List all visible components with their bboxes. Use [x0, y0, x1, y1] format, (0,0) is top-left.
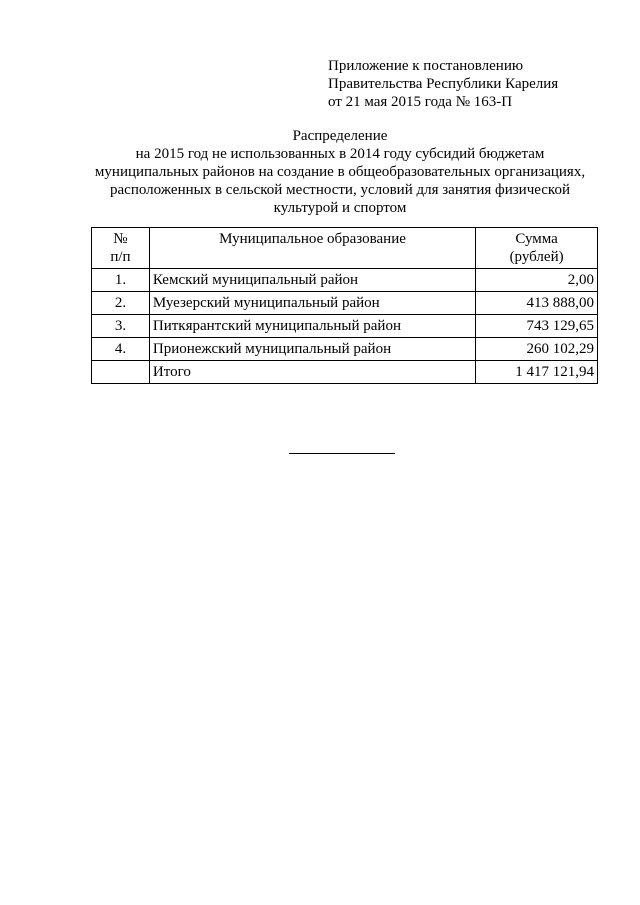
table-row: [92, 338, 598, 361]
table-total-row: [92, 361, 598, 384]
document-subtitle-line: на 2015 год не использованных в 2014 году субсидий бюджетам: [135, 146, 545, 162]
row-name: Муезерский муниципальный район: [149, 292, 475, 315]
row-number: 4.: [92, 338, 150, 361]
document-subtitle-line: культурой и спортом: [273, 200, 407, 216]
appendix-line: Правительства Республики Карелия: [328, 76, 559, 92]
row-sum: 260 102,29: [476, 338, 598, 361]
table-header-row: [92, 228, 598, 269]
header-name: Муниципальное образование: [149, 228, 475, 269]
row-number: 3.: [92, 315, 150, 338]
document-subtitle-line: расположенных в сельской местности, условий для занятия физической: [110, 182, 570, 198]
row-number: 2.: [92, 292, 150, 315]
row-name: Кемский муниципальный район: [149, 269, 475, 292]
header-sum-line: Сумма: [515, 231, 558, 247]
header-number: [92, 228, 150, 269]
row-sum: 2,00: [476, 269, 598, 292]
total-label: Итого: [149, 361, 475, 384]
row-name: Прионежский муниципальный район: [149, 338, 475, 361]
row-name: Питкярантский муниципальный район: [149, 315, 475, 338]
header-number-line: п/п: [110, 249, 131, 265]
document-title: Распределение: [292, 128, 388, 144]
closing-separator-line: [289, 453, 395, 454]
table-row: [92, 315, 598, 338]
header-number-line: №: [113, 231, 128, 247]
total-sum: 1 417 121,94: [476, 361, 598, 384]
row-sum: 743 129,65: [476, 315, 598, 338]
appendix-line: от 21 мая 2015 года № 163-П: [328, 94, 513, 110]
document-heading: [78, 127, 602, 217]
document-subtitle-line: муниципальных районов на создание в общеобразовательных организациях,: [94, 164, 586, 180]
distribution-table: [91, 227, 598, 384]
row-sum: 413 888,00: [476, 292, 598, 315]
table-row: [92, 292, 598, 315]
table-row: [92, 269, 598, 292]
header-sum-line: (рублей): [509, 249, 564, 265]
appendix-line: Приложение к постановлению: [328, 58, 524, 74]
row-number: 1.: [92, 269, 150, 292]
header-sum: [476, 228, 598, 269]
total-number: [92, 361, 150, 384]
appendix-header: [328, 57, 618, 111]
